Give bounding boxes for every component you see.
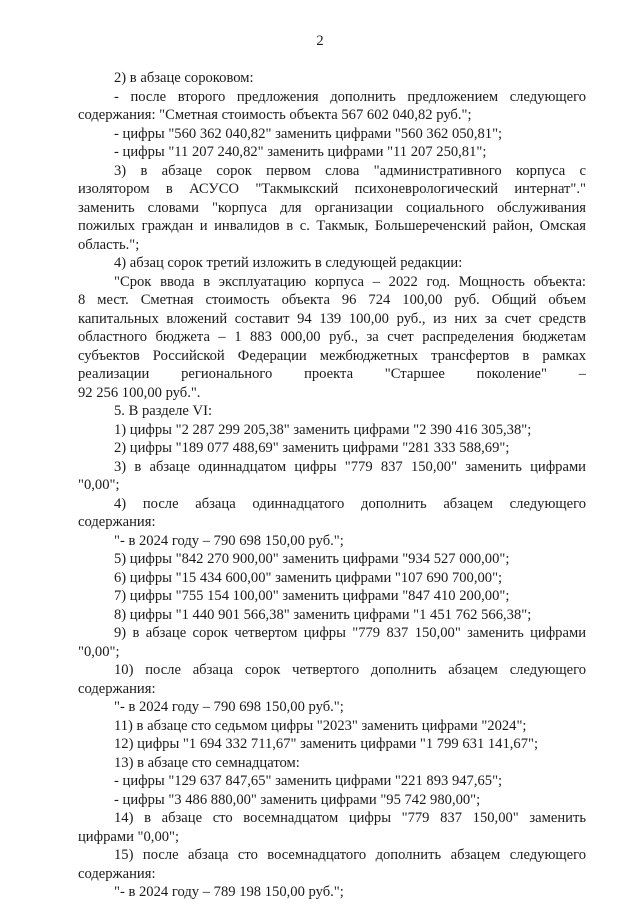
text-line: 8) цифры "1 440 901 566,38" заменить цифрами "1 451 762 566,38";	[114, 606, 532, 623]
text-line: реализации регионального проекта "Старшее поколение" –	[78, 366, 586, 382]
text-line: содержания:	[78, 514, 156, 530]
text-line: - после второго предложения дополнить предложением следующего	[114, 88, 586, 105]
text-line: "0,00";	[78, 643, 120, 660]
text-line: 13) в абзаце сто семнадцатом:	[114, 754, 300, 771]
text-line: - цифры "560 362 040,82" заменить цифрами "560 362 050,81";	[114, 125, 503, 142]
text-line: содержания:	[78, 680, 156, 697]
text-line: "Срок ввода в эксплуатацию корпуса – 2022 год. Мощность объекта:	[114, 273, 586, 290]
page-number: 2	[316, 33, 324, 49]
text-line: 3) в абзаце одиннадцатом цифры "779 837 150,00" заменить цифрами	[114, 458, 586, 475]
text-line: "- в 2024 году – 790 698 150,00 руб.";	[114, 532, 344, 549]
text-line: субъектов Российской Федерации межбюджетных трансфертов в рамках	[78, 347, 586, 364]
text-line: цифрами "0,00";	[78, 828, 180, 845]
text-line: 5) цифры "842 270 900,00" заменить цифрами "934 527 000,00";	[114, 551, 510, 567]
text-line: заменить словами "корпуса для организации социального обслуживания	[78, 199, 586, 216]
text-line: 4) абзац сорок третий изложить в следующей редакции:	[114, 255, 463, 271]
document-body	[78, 69, 586, 902]
text-line: 8 мест. Сметная стоимость объекта 96 724 100,00 руб. Общий объем	[78, 292, 586, 308]
text-line: 5. В разделе VI:	[114, 403, 213, 419]
text-line: 11) в абзаце сто седьмом цифры "2023" заменить цифрами "2024";	[114, 717, 527, 734]
text-line: 92 256 100,00 руб.".	[78, 384, 201, 401]
text-line: "0,00";	[78, 477, 120, 493]
text-line: "- в 2024 году – 789 198 150,00 руб.";	[114, 884, 344, 900]
text-line: 15) после абзаца сто восемнадцатого дополнить абзацем следующего	[114, 847, 586, 863]
text-line: изолятором в АСУСО "Такмыкский психоневрологический интернат"."	[78, 181, 586, 197]
text-line: 10) после абзаца сорок четвертого дополнить абзацем следующего	[114, 662, 586, 678]
text-line: содержания: "Сметная стоимость объекта 567 602 040,82 руб.";	[78, 107, 472, 123]
text-line: 9) в абзаце сорок четвертом цифры "779 837 150,00" заменить цифрами	[114, 625, 586, 641]
text-line: 6) цифры "15 434 600,00" заменить цифрами "107 690 700,00";	[114, 569, 503, 586]
text-line: областного бюджета – 1 883 000,00 руб., за счет распределения бюджетам	[78, 329, 586, 345]
text-line: 7) цифры "755 154 100,00" заменить цифрами "847 410 200,00";	[114, 588, 510, 604]
text-line: 2) в абзаце сороковом:	[114, 70, 254, 86]
text-line: 3) в абзаце сорок первом слова "административного корпуса с	[114, 162, 586, 179]
text-line: - цифры "129 637 847,65" заменить цифрами "221 893 947,65";	[114, 773, 503, 789]
text-line: 4) после абзаца одиннадцатого дополнить абзацем следующего	[114, 495, 586, 512]
text-line: содержания:	[78, 865, 156, 882]
text-line: 12) цифры "1 694 332 711,67" заменить цифрами "1 799 631 141,67";	[114, 736, 539, 752]
text-line: 1) цифры "2 287 299 205,38" заменить цифрами "2 390 416 305,38";	[114, 421, 532, 438]
text-line: - цифры "3 486 880,00" заменить цифрами "95 742 980,00";	[114, 791, 481, 808]
text-line: 2) цифры "189 077 488,69" заменить цифрами "281 333 588,69";	[114, 440, 510, 456]
text-line: - цифры "11 207 240,82" заменить цифрами "11 207 250,81";	[114, 144, 487, 160]
text-line: область.";	[78, 236, 140, 253]
text-line: капитальных вложений составит 94 139 100,00 руб., из них за счет средств	[78, 310, 586, 327]
text-line: "- в 2024 году – 790 698 150,00 руб.";	[114, 699, 344, 715]
text-line: 14) в абзаце сто восемнадцатом цифры "779 837 150,00" заменить	[114, 810, 586, 826]
text-line: пожилых граждан и инвалидов в с. Такмык, Большереченский район, Омская	[78, 218, 586, 234]
